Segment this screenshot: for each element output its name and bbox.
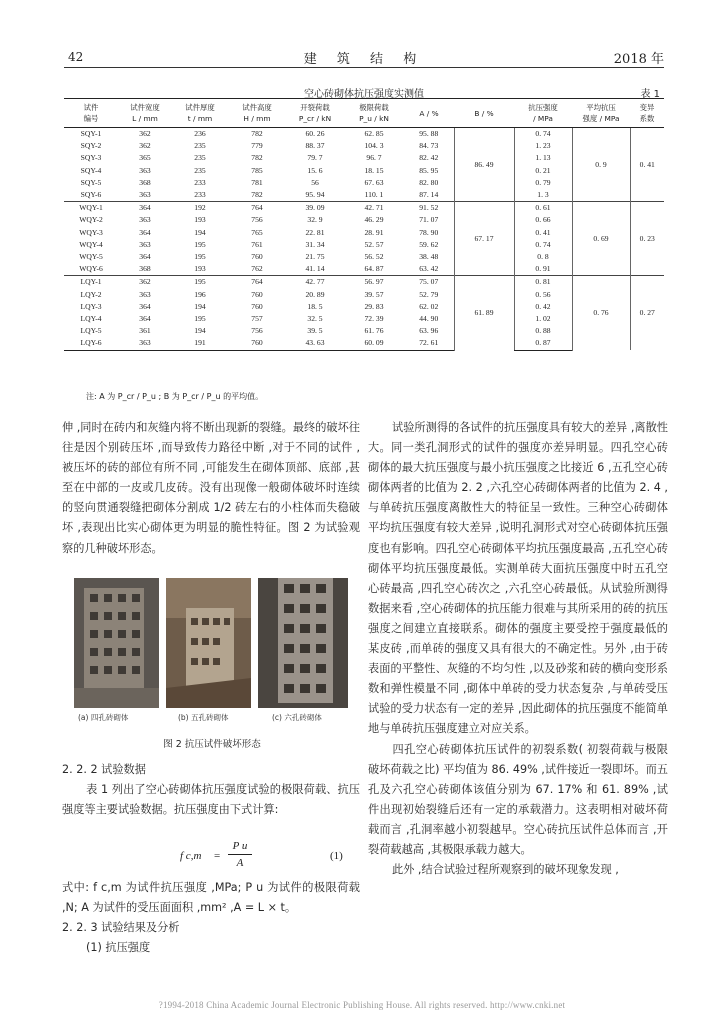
journal-year: 2018 年 (613, 52, 664, 67)
table-cell: 71. 07 (419, 215, 439, 225)
table-cell: 59. 62 (419, 239, 439, 249)
table-cell: 61. 89 (454, 276, 514, 350)
table-header-cell: 变异 系数 (630, 99, 664, 128)
table-cell: 363 (139, 289, 151, 299)
table-cell: 41. 14 (305, 264, 325, 274)
table-row (64, 276, 664, 289)
table-cell: 363 (118, 337, 172, 350)
table-cell: 21. 75 (305, 252, 325, 262)
table-cell: 233 (194, 190, 206, 200)
strength-table (64, 98, 664, 351)
table-cell: 0. 42 (514, 301, 572, 313)
table-header-cell: 平均抗压 强度 / MPa (572, 99, 630, 128)
table-cell: 368 (139, 177, 151, 187)
table-cell: 0. 41 (630, 128, 664, 202)
table-cell: 193 (194, 215, 206, 225)
table-header-cell: 极限荷载 P_u / kN (344, 99, 404, 128)
table-header-cell: 抗压强度 / MPa (514, 99, 572, 128)
table-cell: 29. 83 (364, 301, 384, 311)
paragraph: 试验所测得的各试件的抗压强度具有较大的差异 ,离散性大。同一类孔洞形式的试件的强度亦差异明显。四孔空心砖砌体的最大抗压强度与最小抗压强度之比接近 6 ,五孔空心砖砌体两者的比值为 2. 2 ,六孔空心砖砌体两者的比值为 2. 4 ,与单砖抗压强度离散性大的特征呈一致性。三种空心砖砌体平均抗压强度有较大差异 ,说明孔洞形式对空心砖砌体抗压强度也有影响。四孔空心砖砌体平均抗压强度最高 ,五孔空心砖砌体平均抗压强度最低。实测单砖大面抗压强度中时五孔空心砖最高 ,四孔空心砖次之 ,六孔空心砖最低。从试验所测得数据来看 ,空心砖砌体的抗压能力很难与其所采用的砖的抗压强度之间建立直接联系。砌体的强度主要受控于强度最低的某皮砖 ,而单砖的强度又具有很大的不确定性。另外 ,由于砖表面的平整性、灰缝的不均匀性 ,以及砂浆和砖的横向变形系数和弹性模量不同 ,砌体中单砖的受力状态复杂 ,与单砖受压试验的受力状态有一定的差异 ,因此砌体的抗压强度不能简单地与单砖抗压强度建立对应关系。 (368, 421, 668, 736)
table-cell: 64. 87 (364, 264, 384, 274)
paragraph: 四孔空心砖砌体抗压试件的初裂系数( 初裂荷载与极限破坏荷载之比) 平均值为 86. 49% ,试件接近一裂即坏。而五孔及六孔空心砖砌体该值分别为 67. 17% 和 61. 89% ,试件出现初始裂缝后还有一定的承载潜力。这表明相对破坏荷载而言 ,孔洞率越小初裂越早。空心砖抗压试件总体而言 ,开裂荷载越高 ,其极限承载力越大。 (368, 742, 668, 856)
table-cell: 31. 34 (305, 239, 325, 249)
left-column-top (62, 418, 360, 559)
table-cell: 364 (139, 301, 151, 311)
paragraph: 此外 ,结合试验过程所观察到的破坏现象发现 , (392, 863, 619, 877)
table-cell: 0. 91 (514, 263, 572, 276)
table-cell: 39. 5 (307, 326, 323, 336)
table-cell: 39. 09 (286, 202, 344, 215)
table-cell: WQY-1 (64, 202, 118, 215)
table-cell: 42. 77 (286, 276, 344, 289)
equation-number: (1) (330, 850, 343, 862)
table-cell: 96. 7 (366, 153, 382, 163)
table-cell: 46. 29 (364, 215, 384, 225)
table-header-cell: 试件高度 H / mm (228, 99, 286, 128)
table-cell: 0. 9 (572, 128, 630, 202)
table-cell: 0. 74 (514, 239, 572, 251)
table-header-cell: 试件 编号 (64, 99, 118, 128)
table-cell: 67. 17 (454, 202, 514, 276)
table-cell: WQY-4 (79, 239, 103, 249)
table-note: 注: A 为 P_cr / P_u ; B 为 P_cr / P_u 的平均值。 (86, 392, 264, 401)
table-cell: 235 (194, 153, 206, 163)
table-cell: 0. 8 (514, 251, 572, 263)
table-cell: 192 (172, 202, 228, 215)
table-cell: 44. 90 (419, 314, 439, 324)
table-cell: 60. 09 (344, 337, 404, 350)
table-cell: 195 (194, 252, 206, 262)
photo-five-hole-brick (166, 578, 251, 708)
table-cell: 38. 48 (419, 252, 439, 262)
section-heading-1: (1) 抗压强度 (86, 941, 151, 955)
table-cell: 62. 85 (344, 128, 404, 141)
journal-title: 建 筑 结 构 (303, 52, 425, 67)
table-cell: 760 (251, 289, 263, 299)
table-cell: 757 (251, 314, 263, 324)
table-cell: 765 (251, 227, 263, 237)
table-cell: 361 (139, 326, 151, 336)
table-cell: 760 (251, 301, 263, 311)
table-cell: 42. 71 (344, 202, 404, 215)
table-cell: 62. 02 (419, 301, 439, 311)
table-cell: 88. 37 (305, 141, 325, 151)
table-cell: 764 (228, 202, 286, 215)
table-cell: 63. 96 (419, 326, 439, 336)
table-cell: 67. 63 (364, 177, 384, 187)
table-cell: LQY-1 (64, 276, 118, 289)
table-cell: 0. 88 (514, 325, 572, 337)
table-cell: 1. 23 (514, 140, 572, 152)
table-cell: 43. 63 (286, 337, 344, 350)
table-cell: 760 (251, 252, 263, 262)
table-cell: 779 (251, 141, 263, 151)
table-cell: 0. 69 (572, 202, 630, 276)
table-cell: 0. 41 (514, 227, 572, 239)
table-cell: 95. 88 (404, 128, 454, 141)
photo-four-hole-brick (74, 578, 159, 708)
table-cell: 756 (251, 326, 263, 336)
table-cell: 761 (251, 239, 263, 249)
table-cell: 0. 66 (514, 214, 572, 226)
table-cell: 1. 02 (514, 313, 572, 325)
table-cell: 782 (251, 153, 263, 163)
left-column-bottom (62, 878, 360, 958)
table-header-cell: 试件宽度 L / mm (118, 99, 172, 128)
table-cell: LQY-3 (80, 301, 102, 311)
table-cell: 63. 42 (419, 264, 439, 274)
table-header-cell: 试件厚度 t / mm (172, 99, 228, 128)
table-cell: 0. 23 (630, 202, 664, 276)
table-cell: 0. 21 (514, 165, 572, 177)
photo-six-hole-brick (258, 578, 348, 708)
table-number: 表 1 (640, 89, 660, 100)
table-cell: 1. 3 (514, 189, 572, 202)
table-cell: LQY-6 (64, 337, 118, 350)
copyright-footer: ?1994-2018 China Academic Journal Electronic Publishing House. All rights reserved. http://www.cnki.net (158, 1000, 566, 1010)
table-cell: WQY-6 (79, 264, 103, 274)
table-cell: 0. 79 (514, 177, 572, 189)
table-cell: 18. 15 (364, 165, 384, 175)
left-column-middle (62, 760, 360, 820)
paragraph: 式中: f c,m 为试件抗压强度 ,MPa; P u 为试件的极限荷载 ,N; A 为试件的受压面面积 ,mm² ,A = L × t。 (62, 881, 360, 915)
table-cell: 110. 1 (364, 190, 384, 200)
table-cell: 362 (139, 141, 151, 151)
table-cell: SQY-2 (80, 141, 102, 151)
table-cell: 785 (251, 165, 263, 175)
table-cell: 91. 52 (404, 202, 454, 215)
table-cell: WQY-3 (79, 227, 103, 237)
formula-lhs: f c,m (180, 850, 202, 862)
table-cell: 56. 97 (344, 276, 404, 289)
table-cell: 72. 61 (404, 337, 454, 350)
table-cell: 84. 73 (419, 141, 439, 151)
table-cell: 60. 26 (286, 128, 344, 141)
table-cell: 363 (139, 190, 151, 200)
table-header-cell: 开裂荷载 P_cr / kN (286, 99, 344, 128)
table-cell: 52. 57 (364, 239, 384, 249)
table-cell: 78. 90 (419, 227, 439, 237)
table-cell: 22. 81 (305, 227, 325, 237)
table-cell: 56 (311, 177, 319, 187)
table-cell: 196 (194, 289, 206, 299)
page-number: 42 (68, 50, 84, 64)
table-cell: 20. 89 (305, 289, 325, 299)
table-cell: 782 (228, 128, 286, 141)
photo-caption-c: (c) 六孔砖砌体 (272, 713, 322, 722)
photo-caption-a: (a) 四孔砖砌体 (78, 713, 129, 722)
table-cell: LQY-5 (80, 326, 102, 336)
right-column (368, 418, 668, 880)
table-cell: 0. 56 (514, 289, 572, 301)
table-cell: 52. 79 (419, 289, 439, 299)
table-cell: 1. 13 (514, 152, 572, 164)
table-cell: 236 (172, 128, 228, 141)
table-cell: 0. 87 (514, 337, 572, 350)
table-cell: 363 (139, 215, 151, 225)
table-cell: LQY-4 (80, 314, 102, 324)
table-cell: 362 (118, 128, 172, 141)
table-cell: 194 (194, 227, 206, 237)
table-header-cell: B / % (454, 99, 514, 128)
photo-caption-b: (b) 五孔砖砌体 (178, 713, 229, 722)
table-cell: WQY-2 (79, 215, 103, 225)
table-cell: 782 (251, 190, 263, 200)
table-cell: LQY-2 (80, 289, 102, 299)
figure-2 (74, 578, 349, 730)
table-cell: 364 (118, 202, 172, 215)
table-cell: 363 (139, 165, 151, 175)
table-cell: 32. 5 (307, 314, 323, 324)
table-row (64, 128, 664, 141)
table-cell: 195 (172, 276, 228, 289)
table-cell: 85. 95 (419, 165, 439, 175)
table-cell: 195 (194, 239, 206, 249)
table-cell: 28. 91 (364, 227, 384, 237)
table-cell: 363 (139, 239, 151, 249)
table-cell: 61. 76 (364, 326, 384, 336)
table-cell: 0. 61 (514, 202, 572, 215)
table-cell: 233 (194, 177, 206, 187)
running-header (64, 46, 664, 68)
table-cell: 760 (228, 337, 286, 350)
table-cell: SQY-5 (80, 177, 102, 187)
table-cell: 365 (139, 153, 151, 163)
table-cell: SQY-6 (80, 190, 102, 200)
table-cell: 362 (118, 276, 172, 289)
table-cell: 0. 81 (514, 276, 572, 289)
paragraph: 表 1 列出了空心砖砌体抗压强度试验的极限荷载、抗压强度等主要试验数据。抗压强度由下式计算: (62, 783, 360, 817)
table-cell: 762 (251, 264, 263, 274)
table-cell: 756 (251, 215, 263, 225)
table-cell: SQY-4 (80, 165, 102, 175)
table-cell: 195 (194, 314, 206, 324)
table-cell: 235 (194, 141, 206, 151)
table-cell: 235 (194, 165, 206, 175)
table-header-cell: A / % (404, 99, 454, 128)
equation-1: f c,m = $\frac{\text{P u}}{A}$ (180, 838, 330, 874)
table-cell: 194 (194, 301, 206, 311)
table-cell: 82. 80 (419, 177, 439, 187)
table-cell: 95. 94 (305, 190, 325, 200)
table-cell: 75. 07 (404, 276, 454, 289)
table-cell: 0. 76 (572, 276, 630, 350)
table-cell: 193 (194, 264, 206, 274)
table-cell: SQY-1 (64, 128, 118, 141)
table-cell: 104. 3 (364, 141, 384, 151)
section-heading-223: 2. 2. 3 试验结果及分析 (62, 921, 180, 935)
table-row (64, 202, 664, 215)
table-title: 空心砖砌体抗压强度实测值 (304, 89, 424, 100)
table-cell: 364 (139, 227, 151, 237)
table-cell: 0. 27 (630, 276, 664, 350)
table-cell: 72. 39 (364, 314, 384, 324)
table-cell: 56. 52 (364, 252, 384, 262)
header-rule (64, 67, 664, 68)
table-cell: 764 (228, 276, 286, 289)
table-cell: 0. 74 (514, 128, 572, 141)
table-cell: WQY-5 (79, 252, 103, 262)
figure-caption: 图 2 抗压试件破坏形态 (163, 739, 261, 750)
table-cell: 79. 7 (307, 153, 323, 163)
section-heading-222: 2. 2. 2 试验数据 (62, 763, 146, 776)
table-cell: SQY-3 (80, 153, 102, 163)
table-cell: 781 (251, 177, 263, 187)
table-cell: 82. 42 (419, 153, 439, 163)
table-cell: 194 (194, 326, 206, 336)
table-cell: 15. 6 (307, 165, 323, 175)
table-cell: 86. 49 (454, 128, 514, 202)
formula-denominator: A (236, 857, 244, 869)
table-cell: 191 (172, 337, 228, 350)
paragraph: 伸 ,同时在砖内和灰缝内将不断出现新的裂缝。最终的破坏往往是因个别砖压坏 ,而导致传力路径中断 ,对于不同的试件 ,被压坏的砖的部位有所不同 ,可能发生在砌体顶部、底部 ,甚至在中部的一皮或几皮砖。没有出现像一般砌体破坏时连续的竖向贯通裂缝把砌体分割成 1/2 砖左右的小柱体而失稳破坏 ,表现出比实心砌体更为明显的脆性特征。图 2 为试验观察的几种破坏形态。 (62, 421, 360, 555)
table-cell: 368 (139, 264, 151, 274)
formula-numerator: P u (228, 838, 252, 855)
table-cell: 18. 5 (307, 301, 323, 311)
table-cell: 32. 9 (307, 215, 323, 225)
table-cell: 39. 57 (364, 289, 384, 299)
table-cell: 364 (139, 314, 151, 324)
table-cell: 87. 14 (419, 190, 439, 200)
table-cell: 364 (139, 252, 151, 262)
